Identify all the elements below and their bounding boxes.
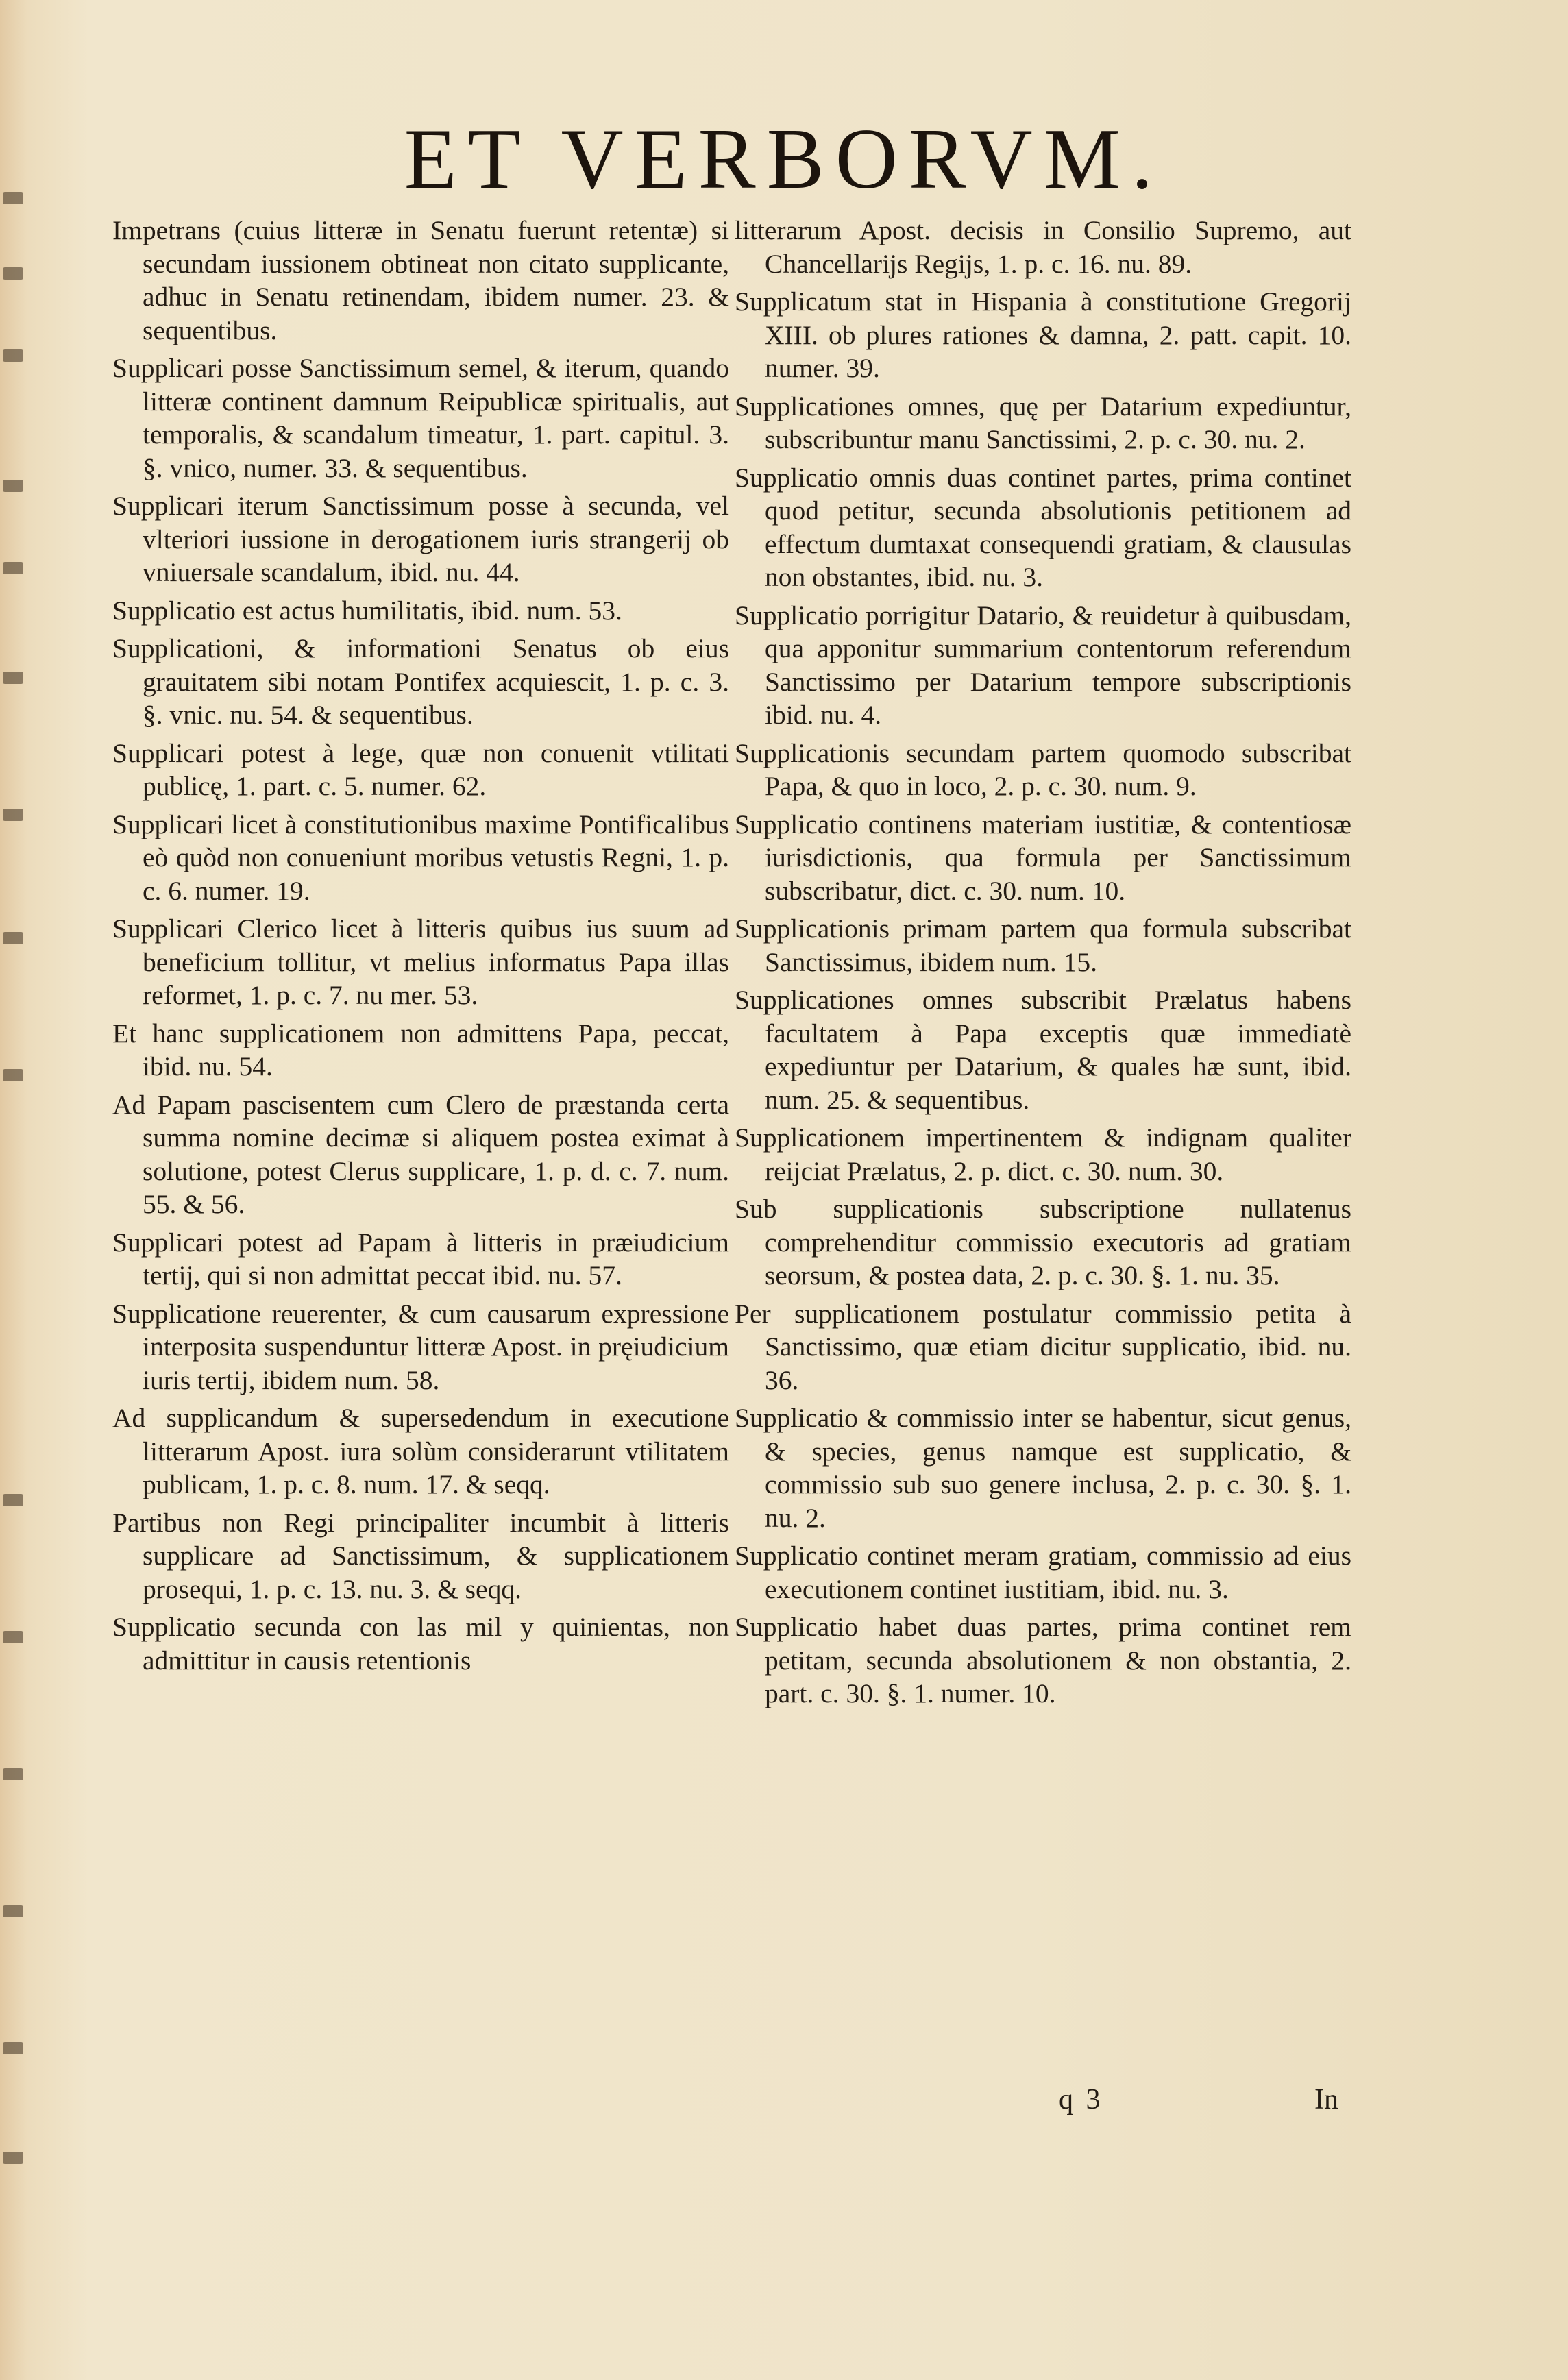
running-header: ET VERBORVM. (404, 112, 1164, 207)
index-entry: Ad Papam pascisentem cum Clero de præstanda certa summa nomine decimæ si aliquem postea eximat à solutione, potest Clerus supplicare, 1. p. d. c. 7. num. 55. & 56. (112, 1089, 729, 1219)
index-entry: Partibus non Regi principaliter incumbit à litteris supplicare ad Sanctissimum, & supplicationem prosequi, 1. p. c. 13. nu. 3. & seqq. (112, 1507, 729, 1604)
index-entry: litterarum Apost. decisis in Consilio Supremo, aut Chancellarijs Regijs, 1. p. c. 16. nu. 89. (735, 215, 1351, 279)
index-entry: Supplicatione reuerenter, & cum causarum expressione interposita suspenduntur litteræ Apost. in pręiudicium iuris tertij, ibidem num. 58. (112, 1298, 729, 1395)
index-entry: Supplicationes omnes, quę per Datarium expediuntur, subscribuntur manu Sanctissimi, 2. p. c. 30. nu. 2. (735, 391, 1351, 454)
index-entry: Supplicationi, & informationi Senatus ob eius grauitatem sibi notam Pontifex acquiescit, 1. p. c. 3. §. vnic. nu. 54. & sequentibus. (112, 633, 729, 730)
index-entry: Supplicatio & commissio inter se habentur, sicut genus, & species, genus namque est supplicatio, & commissio sub suo genere inclusa, 2. p. c. 30. §. 1. nu. 2. (735, 1403, 1351, 1533)
index-entry: Et hanc supplicationem non admittens Papa, peccat, ibid. nu. 54. (112, 1018, 729, 1081)
index-entry: Supplicari potest ad Papam à litteris in præiudicium tertij, qui si non admittat peccat ibid. nu. 57. (112, 1227, 729, 1290)
index-entry: Supplicatio continens materiam iustitiæ, & contentiosæ iurisdictionis, qua formula per Sanctissimum subscribatur, dict. c. 30. num. 10. (735, 809, 1351, 906)
index-entry: Supplicationem impertinentem & indignam qualiter reijciat Prælatus, 2. p. dict. c. 30. num. 30. (735, 1122, 1351, 1186)
index-entry: Supplicari posse Sanctissimum semel, & iterum, quando litteræ continent damnum Reipublicæ spiritualis, aut temporalis, & scandalum timeatur, 1. part. capitul. 3. §. vnico, numer. 33. & sequentibus. (112, 353, 729, 483)
adjacent-page-margin (0, 192, 30, 2248)
index-column-left (112, 214, 729, 2105)
index-entry: Supplicatio porrigitur Datario, & reuidetur à quibusdam, qua apponitur summarium contentorum referendum Sanctissimo per Datarium tempore subscriptionis ibid. nu. 4. (735, 600, 1351, 730)
index-entry: Supplicatum stat in Hispania à constitutione Gregorij XIII. ob plures rationes & damna, 2. patt. capit. 10. numer. 39. (735, 286, 1351, 383)
index-entry: Supplicari Clerico licet à litteris quibus ius suum ad beneficium tollitur, vt melius informatus Papa illas reformet, 1. p. c. 7. nu mer. 53. (112, 913, 729, 1010)
index-entry: Supplicari iterum Sanctissimum posse à secunda, vel vlteriori iussione in derogationem iuris strangerij ob vniuersale scandalum, ibid. nu. 44. (112, 491, 729, 587)
index-entry: Per supplicationem postulatur commissio petita à Sanctissimo, quæ etiam dicitur supplicatio, ibid. nu. 36. (735, 1298, 1351, 1395)
catchword: In (1314, 2084, 1338, 2115)
index-entry: Impetrans (cuius litteræ in Senatu fuerunt retentæ) si secundam iussionem obtineat non citato supplicante, adhuc in Senatu retinendam, ibidem numer. 23. & sequentibus. (112, 215, 729, 345)
index-entry: Supplicatio est actus humilitatis, ibid. num. 53. (112, 595, 622, 626)
signature-mark: q 3 (1059, 2084, 1103, 2115)
index-entry: Supplicari licet à constitutionibus maxime Pontificalibus eò quòd non conueniunt moribus vetustis Regni, 1. p. c. 6. numer. 19. (112, 809, 729, 906)
index-entry: Supplicatio omnis duas continet partes, prima continet quod petitur, secunda absolutionis petitionem ad effectum dumtaxat consequendi gratiam, & clausulas non obstantes, ibid. nu. 3. (735, 462, 1351, 592)
index-entry: Supplicationis primam partem qua formula subscribat Sanctissimus, ibidem num. 15. (735, 913, 1351, 977)
index-entry: Ad supplicandum & supersedendum in executione litterarum Apost. iura solùm considerarunt vtilitatem publicam, 1. p. c. 8. num. 17. & seqq. (112, 1403, 729, 1499)
index-entry: Supplicationis secundam partem quomodo subscribat Papa, & quo in loco, 2. p. c. 30. num. 9. (735, 737, 1351, 801)
index-column-right (735, 214, 1351, 2105)
index-entry: Supplicatio secunda con las mil y quinientas, non admittitur in causis retentionis (112, 1612, 729, 1676)
index-entry: Sub supplicationis subscriptione nullatenus comprehenditur commissio executoris ad gratiam seorsum, & postea data, 2. p. c. 30. §. 1. nu. 35. (735, 1194, 1351, 1290)
index-entry: Supplicationes omnes subscribit Prælatus habens facultatem à Papa exceptis quæ immediatè expediuntur per Datarium, & quales hæ sunt, ibid. num. 25. & sequentibus. (735, 985, 1351, 1115)
index-entry: Supplicatio continet meram gratiam, commissio ad eius executionem continet iustitiam, ibid. nu. 3. (735, 1541, 1351, 1604)
index-entry: Supplicari potest à lege, quæ non conuenit vtilitati publicę, 1. part. c. 5. numer. 62. (112, 737, 729, 801)
index-entry: Supplicatio habet duas partes, prima continet rem petitam, secunda absolutionem & non obstantia, 2. part. c. 30. §. 1. numer. 10. (735, 1612, 1351, 1708)
